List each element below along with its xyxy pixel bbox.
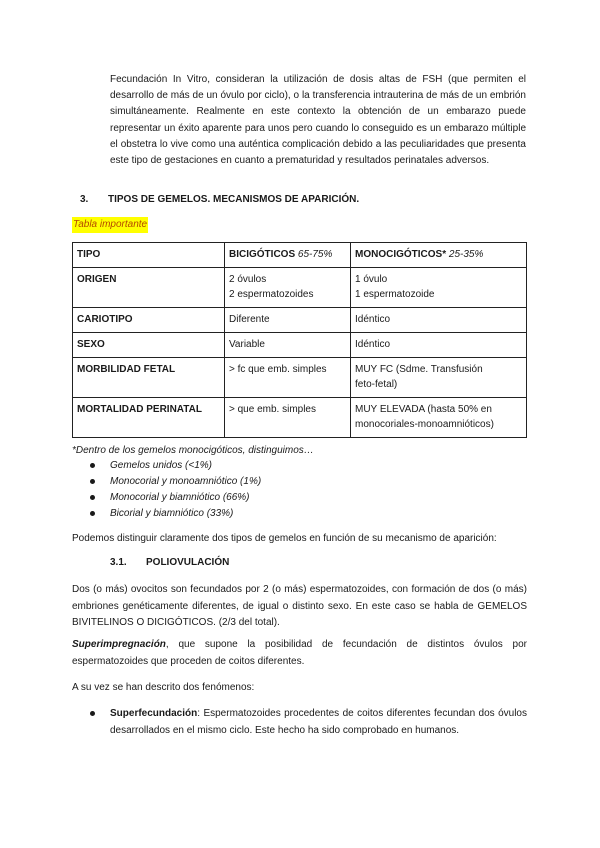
list-item xyxy=(90,706,527,739)
row-label: SEXO xyxy=(73,333,225,358)
list-item: Bicorial y biamniótico (33%) xyxy=(90,506,261,522)
header-tipo: TIPO xyxy=(73,243,225,268)
list-item: Monocorial y monoamniótico (1%) xyxy=(90,474,261,490)
distinguish-paragraph: Podemos distinguir claramente dos tipos de gemelos en función de su mecanismo de aparición: xyxy=(72,533,497,544)
section-3-heading xyxy=(80,192,359,208)
table-row xyxy=(73,268,527,308)
row-label: ORIGEN xyxy=(73,268,225,308)
superimpregnacion-paragraph xyxy=(72,637,527,670)
section-3-title: TIPOS DE GEMELOS. MECANISMOS DE APARICIÓN. xyxy=(108,194,360,205)
bicigotico-cell xyxy=(225,398,351,438)
superfecundacion-text: : Espermatozoides procedentes de coitos diferentes fecundan dos óvulos desarrollados en el mismo ciclo. Este hecho ha sido comprobado en humanos. xyxy=(110,708,527,736)
twins-comparison-table xyxy=(72,242,527,438)
highlighted-note: Tabla importante xyxy=(72,217,148,233)
section-3-number: 3. xyxy=(80,194,89,205)
monocigotico-cell xyxy=(351,398,527,438)
row-label: CARIOTIPO xyxy=(73,308,225,333)
list-item: Monocorial y biamniótico (66%) xyxy=(90,490,261,506)
cell-line: Variable xyxy=(229,339,265,350)
cell-line: Diferente xyxy=(229,314,270,325)
header-monocigoticos-label: MONOCIGÓTICOS* xyxy=(355,249,447,260)
superfecundacion-term: Superfecundación xyxy=(110,708,198,719)
table-row xyxy=(73,398,527,438)
cell-line: 1 óvulo xyxy=(355,274,388,285)
cell-line: > fc que emb. simples xyxy=(229,364,327,375)
header-bicigoticos xyxy=(225,243,351,268)
monocigotico-cell xyxy=(351,268,527,308)
intro-paragraph: Fecundación In Vitro, consideran la utilización de dosis altas de FSH (que permiten el desarrollo de más de un óvulo por ciclo), o la transferencia intrauterina de más de un embrión simultáneamente. Realmente en este contexto la obtención de un embarazo puede representar un éxito aparente para unos pero cuando lo conseguido es un embarazo múltiple el obstetra lo vive como una auténtica complicación debido a las peculiaridades que presenta este tipo de gestaciones en cuanto a prematuridad y resultados perinatales adversos. xyxy=(110,74,526,167)
cell-line: feto-fetal) xyxy=(355,379,398,390)
table-row xyxy=(73,308,527,333)
monocigotico-cell xyxy=(351,308,527,333)
header-bicigoticos-pct: 65-75% xyxy=(297,249,333,260)
cell-line: 2 óvulos xyxy=(229,274,267,285)
bicigotico-cell xyxy=(225,333,351,358)
cell-line: monocoriales-monoamnióticos) xyxy=(355,419,494,430)
header-bicigoticos-label: BICIGÓTICOS xyxy=(229,249,296,260)
table-footnote: *Dentro de los gemelos monocigóticos, distinguimos… xyxy=(72,445,314,456)
superimpregnacion-text: , que supone la posibilidad de fecundación de distintos óvulos por espermatozoides que proceden de coitos diferentes. xyxy=(72,639,527,667)
cell-line: > que emb. simples xyxy=(229,404,316,415)
section-3-1-title: POLIOVULACIÓN xyxy=(146,557,230,568)
table-row xyxy=(73,333,527,358)
bicigotico-cell xyxy=(225,268,351,308)
monocigotico-cell xyxy=(351,333,527,358)
bicigotico-cell xyxy=(225,308,351,333)
cell-line: Idéntico xyxy=(355,339,391,350)
monocigotic-types-list xyxy=(90,458,261,522)
monocigotico-cell xyxy=(351,358,527,398)
cell-line: MUY ELEVADA (hasta 50% en xyxy=(355,404,492,415)
table-row xyxy=(73,358,527,398)
poliovulacion-paragraph: Dos (o más) ovocitos son fecundados por 2 (o más) espermatozoides, con formación de dos (o más) embriones genéticamente diferentes, de igual o distinto sexo. En este caso se habla de GEMELOS BIVITELINOS O DICIGÓTICOS. (2/3 del total). xyxy=(72,584,527,628)
phenomena-list xyxy=(90,706,527,739)
row-label: MORTALIDAD PERINATAL xyxy=(73,398,225,438)
two-phenomena-paragraph: A su vez se han descrito dos fenómenos: xyxy=(72,682,255,693)
cell-line: 1 espermatozoide xyxy=(355,289,435,300)
header-monocigoticos-pct: 25-35% xyxy=(448,249,484,260)
superimpregnacion-term: Superimpregnación xyxy=(72,639,166,650)
header-monocigoticos xyxy=(351,243,527,268)
row-label: MORBILIDAD FETAL xyxy=(73,358,225,398)
section-3-1-heading xyxy=(110,555,229,571)
section-3-1-number: 3.1. xyxy=(110,557,127,568)
list-item: Gemelos unidos (<1%) xyxy=(90,458,261,474)
bicigotico-cell xyxy=(225,358,351,398)
cell-line: Idéntico xyxy=(355,314,391,325)
table-header-row xyxy=(73,243,527,268)
cell-line: MUY FC (Sdme. Transfusión xyxy=(355,364,483,375)
cell-line: 2 espermatozoides xyxy=(229,289,314,300)
